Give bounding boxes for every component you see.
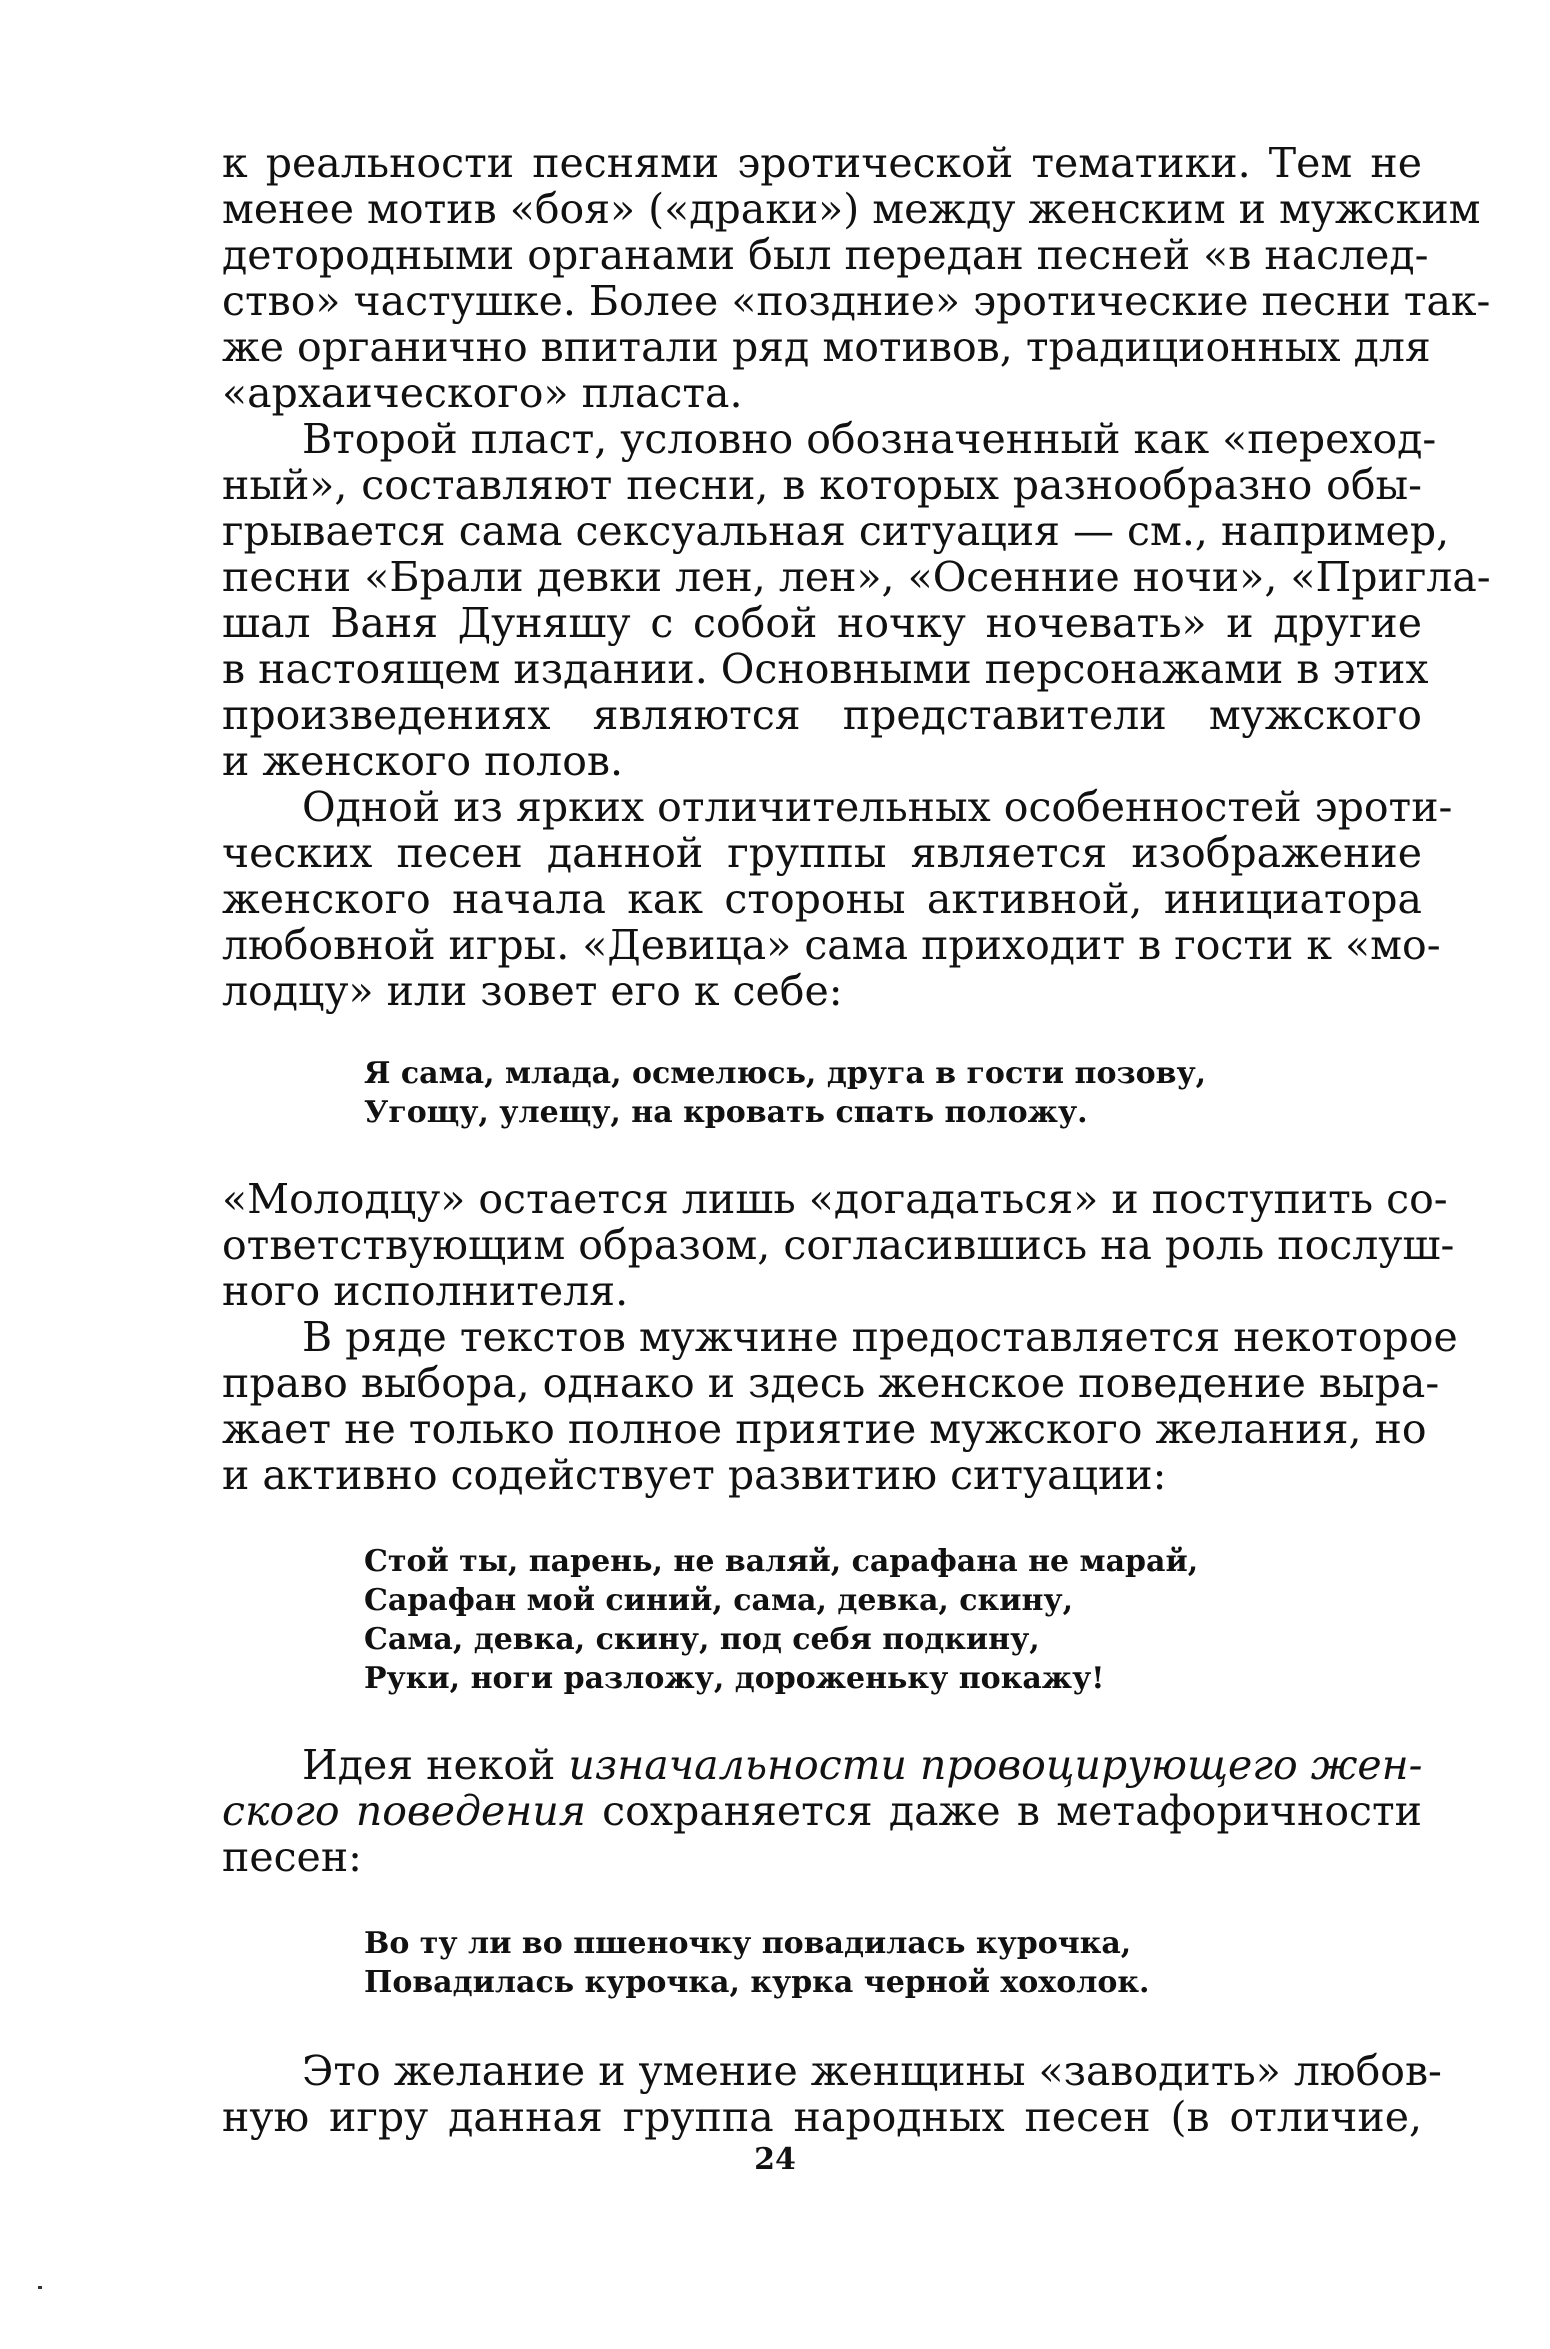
text-line: и активно содействует развитию ситуации: [222,1451,1167,1499]
italic-emphasis: ского поведения [222,1787,586,1835]
verse-line: Повадилась курочка, курка черной хохолок. [364,1965,1150,2000]
text-line: ческих песен данной группы является изображение [222,829,1422,877]
verse-line: Угощу, улещу, на кровать спать положу. [364,1095,1088,1130]
text-line: лодцу» или зовет его к себе: [222,967,843,1015]
scan-speck [38,2286,42,2289]
text-line: Одной из ярких отличительных особенностей эроти- [302,783,1453,831]
paragraph-4 [222,1175,1455,1315]
italic-emphasis: изначальности провоцирующего жен- [568,1741,1423,1789]
text-line: жает не только полное приятие мужского желания, но [222,1405,1427,1453]
paragraph-7 [222,2047,1442,2141]
text-line: Второй пласт, условно обозначенный как «переход- [302,415,1437,463]
text-line: и женского полов. [222,737,623,785]
text-line: шал Ваня Дуняшу с собой ночку ночевать» и другие [222,599,1422,647]
text-line: Это желание и умение женщины «заводить» любов- [302,2047,1442,2095]
text-line: женского начала как стороны активной, инициатора [222,875,1422,923]
text-line: песен: [222,1833,362,1881]
verse-line: Стой ты, парень, не валяй, сарафана не марай, [364,1544,1199,1579]
paragraph-3 [222,783,1453,1015]
verse-quote-2 [364,1542,1422,1698]
text-line: к реальности песнями эротической тематики. Тем не [222,139,1422,187]
text-line: произведениях являются представители мужского [222,691,1422,739]
verse-line: Я сама, млада, осмелюсь, друга в гости позову, [364,1056,1207,1091]
page-body [222,139,1491,2141]
paragraph-1 [222,139,1491,417]
text-line: ного исполнителя. [222,1267,629,1315]
text-line: ную игру данная группа народных песен (в отличие, [222,2093,1422,2141]
paragraph-6 [222,1742,1422,1880]
text-line: детородными органами был передан песней «в наслед- [222,231,1429,279]
paragraph-5 [222,1313,1458,1499]
verse-quote-3 [364,1924,1422,2002]
text-line: менее мотив «боя» («драки») между женским и мужским [222,185,1481,233]
text-line: «Молодцу» остается лишь «догадаться» и поступить со- [222,1175,1448,1223]
verse-quote-1 [364,1054,1422,1132]
verse-line: Сарафан мой синий, сама, девка, скину, [364,1583,1074,1618]
verse-line: Руки, ноги разложу, дороженьку покажу! [364,1661,1105,1696]
paragraph-2 [222,415,1491,785]
text-line [222,1788,1422,1834]
text-span: сохраняется даже в метафоричности [585,1787,1422,1835]
text-line [222,1742,1422,1788]
text-line: любовной игры. «Девица» сама приходит в гости к «мо- [222,921,1441,969]
text-line: же органично впитали ряд мотивов, традиционных для [222,323,1431,371]
text-line: грывается сама сексуальная ситуация — см., например, [222,507,1450,555]
text-line: ответствующим образом, согласившись на роль послуш- [222,1221,1455,1269]
text-line: право выбора, однако и здесь женское поведение выра- [222,1359,1440,1407]
text-line: ство» частушке. Более «поздние» эротические песни так- [222,277,1491,325]
text-line: ный», составляют песни, в которых разнообразно обы- [222,461,1422,509]
verse-line: Сама, девка, скину, под себя подкину, [364,1622,1040,1657]
page-number: 24 [754,2142,796,2177]
text-span: Идея некой [302,1741,569,1789]
text-line: в настоящем издании. Основными персонажами в этих [222,645,1429,693]
verse-line: Во ту ли во пшеночку повадилась курочка, [364,1926,1132,1961]
text-line: В ряде текстов мужчине предоставляется некоторое [302,1313,1458,1361]
text-line: «архаического» пласта. [222,369,743,417]
text-line: песни «Брали девки лен, лен», «Осенние ночи», «Пригла- [222,553,1491,601]
